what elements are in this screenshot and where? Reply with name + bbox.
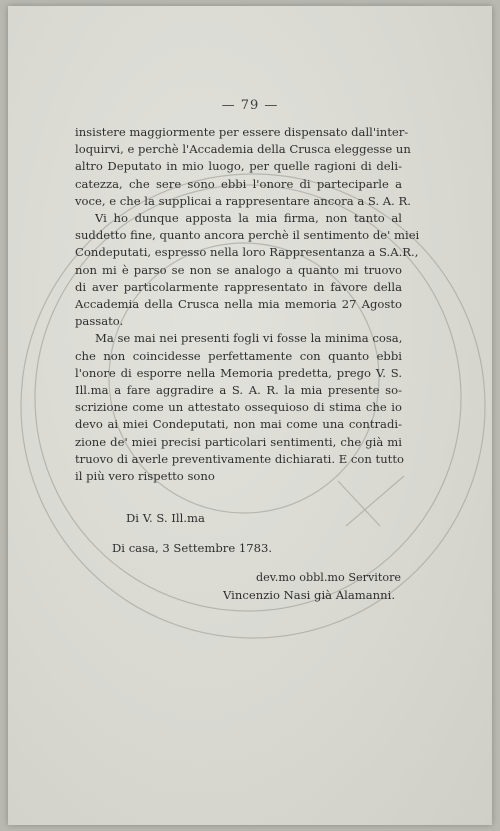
paragraph-1 (75, 124, 411, 210)
text-line: non mi è parso se non se analogo a quanto mi truovo (75, 262, 402, 277)
text-line: altro Deputato in mio luogo, per quelle ragioni di deli- (75, 159, 402, 174)
text-line: Condeputati, espresso nella loro Rappresentanza a S.A.R., (75, 245, 419, 260)
text-line: catezza, che sere sono ebbi l'onore di parteciparle a (75, 176, 402, 191)
paragraph-2 (75, 210, 420, 330)
letter-body (75, 124, 420, 485)
text-line: l'onore di esporre nella Memoria predetta, prego V. S. (75, 365, 402, 380)
page-number: — 79 — (221, 98, 279, 113)
text-line: truovo di averle preventivamente dichiarati. E con tutto (75, 451, 404, 466)
text-line: devo ai miei Condeputati, non mai come una contradi- (75, 417, 402, 432)
text-line: scrizione come un attestato ossequioso di stima che io (75, 400, 402, 415)
text-line: che non coincidesse perfettamente con quanto ebbi (75, 348, 402, 363)
letter-date: Di casa, 3 Settembre 1783. (112, 541, 273, 555)
text-line: suddetto fine, quanto ancora perchè il sentimento de' miei (75, 228, 420, 243)
text-line: Vi ho dunque apposta la mia firma, non tanto al (95, 211, 402, 226)
text-line: Ill.ma a fare aggradire a S. A. R. la mia presente so- (75, 383, 402, 398)
text-line: passato. (75, 314, 124, 329)
signature: Vincenzio Nasi già Alamanni. (223, 588, 395, 602)
text-line: Ma se mai nei presenti fogli vi fosse la minima cosa, (95, 331, 403, 346)
text-line: Accademia della Crusca nella mia memoria 27 Agosto (75, 297, 402, 312)
text-line: il più vero rispetto sono (75, 469, 215, 484)
document-page (8, 6, 492, 825)
salutation: Di V. S. Ill.ma (126, 511, 205, 525)
text-line: loquirvi, e perchè l'Accademia della Crusca eleggesse un (75, 142, 411, 157)
paragraph-3 (75, 330, 402, 485)
text-line: zione de' miei precisi particolari sentimenti, che già mi (75, 434, 402, 449)
text-line: di aver particolarmente rappresentato in favore della (75, 279, 402, 294)
text-line: insistere maggiormente per essere dispensato dall'inter- (75, 125, 409, 139)
text-line: voce, e che la supplicai a rappresentare ancora a S. A. R. (75, 193, 411, 208)
closing-formula: dev.mo obbl.mo Servitore (256, 571, 402, 584)
